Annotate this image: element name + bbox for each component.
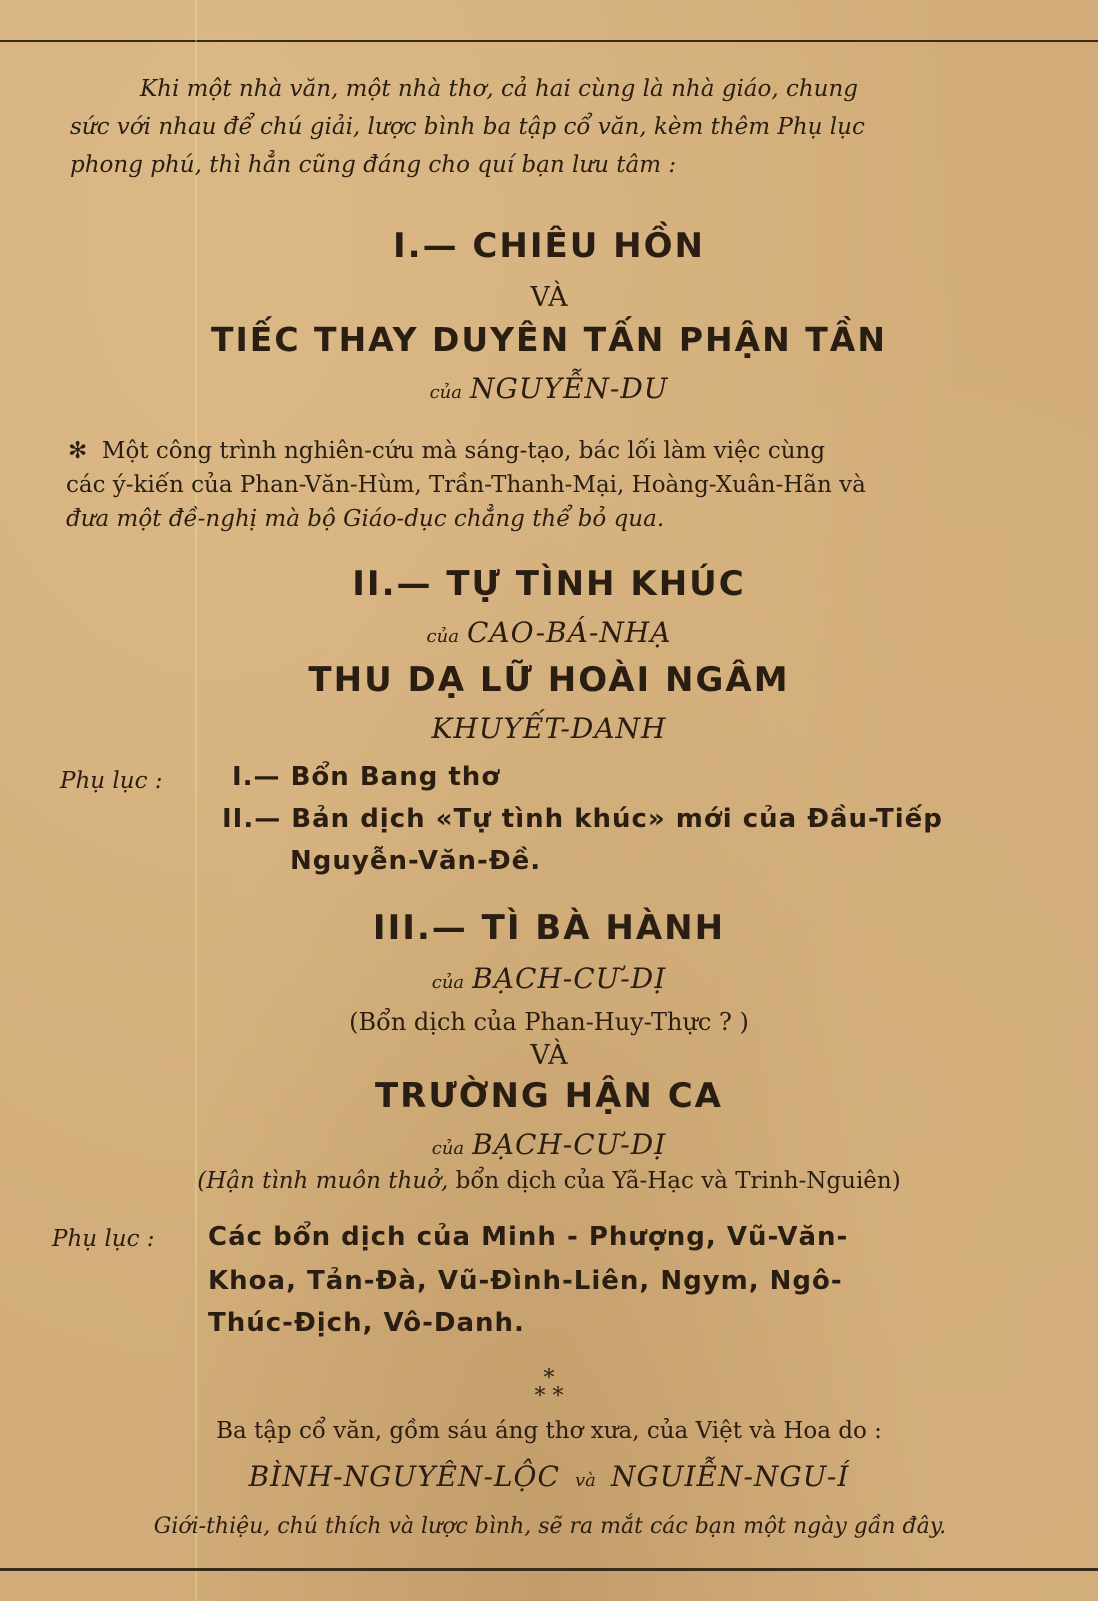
intro-paragraph <box>70 70 1040 184</box>
section-2-by: của <box>426 626 459 647</box>
section-3-title-2: TRƯỜNG HẬN CA <box>374 1076 723 1116</box>
section-3-appendix-line-3: Thúc-Địch, Vô-Danh. <box>208 1308 525 1338</box>
top-rule <box>0 40 1098 42</box>
section-3-translation-2 <box>0 1168 1098 1194</box>
section-2-title: II.— TỰ TÌNH KHÚC <box>352 564 746 604</box>
intro-line-1: Khi một nhà văn, một nhà thơ, cả hai cùng là nhà giáo, chung <box>140 76 859 102</box>
closing-line-1: Ba tập cổ văn, gồm sáu áng thơ xưa, của Việt và Hoa do : <box>216 1418 882 1444</box>
section-3-conj: VÀ <box>530 1040 568 1071</box>
section-3-by-2: của <box>431 1138 465 1159</box>
section-2-appendix-1: I.— Bổn Bang thơ <box>232 762 501 792</box>
section-1-byline <box>0 372 1098 405</box>
star-bullet: ✻ <box>68 438 88 464</box>
closing-authors <box>0 1460 1098 1493</box>
section-3-byline-2 <box>0 1128 1098 1161</box>
closing-and: và <box>575 1470 596 1491</box>
asterism-bottom: * * <box>534 1384 564 1409</box>
section-1-by: của <box>429 382 462 403</box>
section-3-title: III.— TÌ BÀ HÀNH <box>372 908 726 948</box>
section-2-title-2: THU DẠ LỮ HOÀI NGÂM <box>308 660 790 700</box>
section-3-translation: (Bổn dịch của Phan-Huy-Thực ? ) <box>349 1008 749 1036</box>
section-1-note <box>66 434 1046 536</box>
section-1-title: I.— CHIÊU HỒN <box>393 226 705 266</box>
section-1-note-line-2: các ý-kiến của Phan-Văn-Hùm, Trần-Thanh-Mại, Hoàng-Xuân-Hãn và <box>66 472 866 498</box>
section-3-appendix-line-1: Các bổn dịch của Minh - Phượng, Vũ-Văn- <box>208 1222 849 1252</box>
section-1-note-line-1: ✻ Một công trình nghiên-cứu mà sáng-tạo, bác lối làm việc cùng <box>68 438 826 464</box>
section-1-title-2: TIẾC THAY DUYÊN TẤN PHẬN TẦN <box>211 320 887 359</box>
section-1-conj: VÀ <box>530 282 568 313</box>
intro-line-3: phong phú, thì hẳn cũng đáng cho quí bạn lưu tâm : <box>70 152 677 178</box>
closing-line-3: Giới-thiệu, chú thích và lược bình, sẽ ra mắt các bạn một ngày gần đây. <box>153 1514 947 1539</box>
section-3-by: của <box>431 972 465 993</box>
section-3-translation-2-italic: (Hận tình muôn thuở, <box>197 1168 449 1194</box>
intro-line-2: sức với nhau để chú giải, lược bình ba tập cổ văn, kèm thêm Phụ lục <box>70 114 865 140</box>
section-3-appendix-line-2: Khoa, Tản-Đà, Vũ-Đình-Liên, Ngym, Ngô- <box>208 1266 843 1296</box>
section-3-appendix-label: Phụ lục : <box>52 1226 155 1252</box>
section-2-appendix-2-line-1: II.— Bản dịch «Tự tình khúc» mới của Đầu-Tiếp <box>222 804 943 834</box>
asterism-top: * <box>543 1366 555 1391</box>
section-2-author-2: KHUYẾT-DANH <box>431 712 667 745</box>
bottom-rule <box>0 1568 1098 1571</box>
section-3-byline <box>0 962 1098 995</box>
section-2-author: CAO-BÁ-NHẠ <box>466 616 672 649</box>
section-3-author: BẠCH-CƯ-DỊ <box>472 962 667 995</box>
section-3-author-2: BẠCH-CƯ-DỊ <box>472 1128 667 1161</box>
section-2-appendix-label: Phụ lục : <box>60 768 163 794</box>
closing-author-a: BÌNH-NGUYÊN-LỘC <box>248 1460 560 1493</box>
section-1-author: NGUYỄN-DU <box>470 372 669 405</box>
section-2-byline <box>0 616 1098 649</box>
section-3-translation-2-rest: bổn dịch của Yã-Hạc và Trinh-Nguiên) <box>448 1168 901 1194</box>
section-1-note-line-3: đưa một đề-nghị mà bộ Giáo-dục chẳng thể bỏ qua. <box>66 506 665 532</box>
section-2-appendix-2-line-2: Nguyễn-Văn-Đề. <box>290 846 542 876</box>
closing-author-b: NGUIỄN-NGU-Í <box>611 1460 850 1493</box>
